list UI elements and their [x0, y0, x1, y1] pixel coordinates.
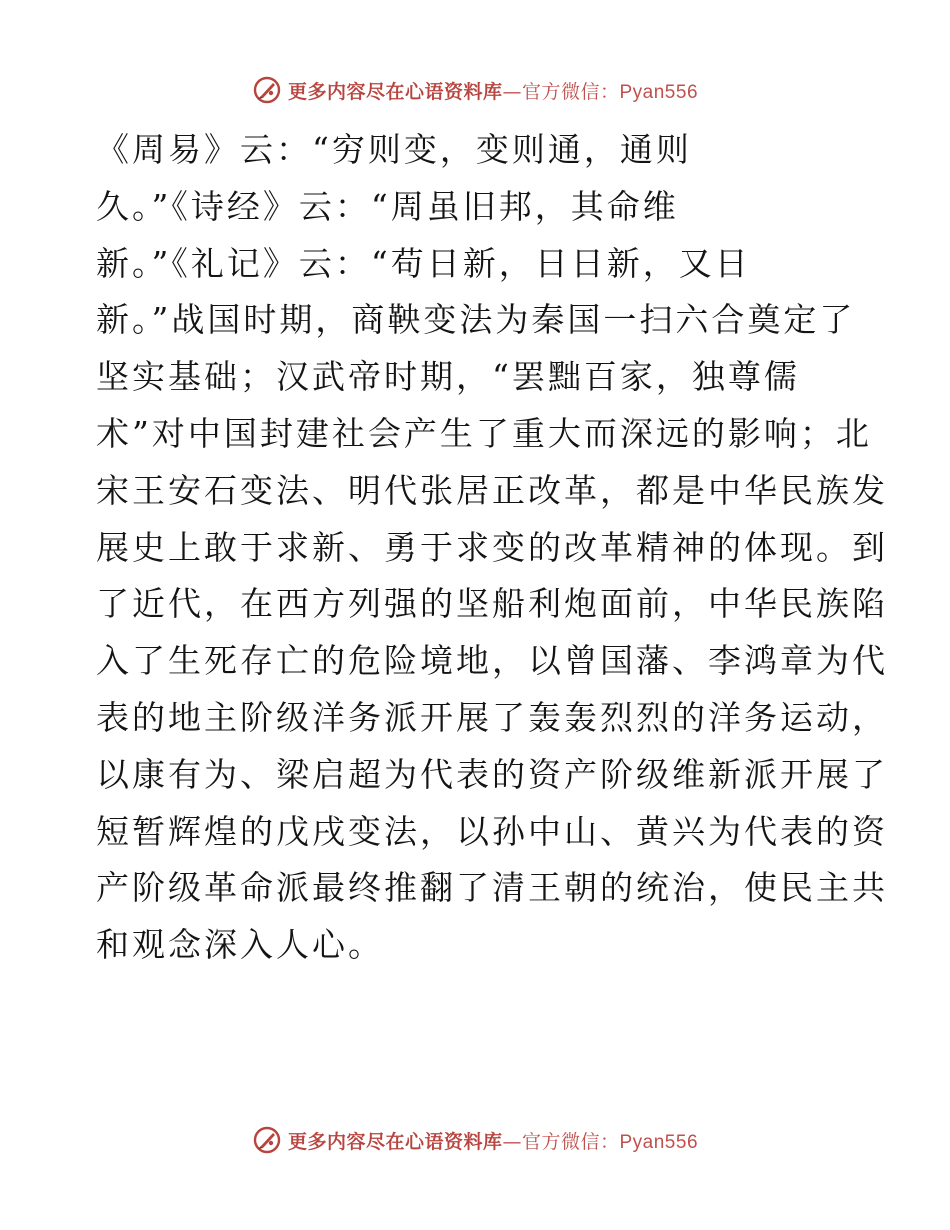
- footer-dash: —: [502, 1130, 522, 1153]
- footer-wechat-handle: Pyan556: [619, 1131, 699, 1153]
- paragraph-line: 久。”《诗经》云：“周虽旧邦，其命维: [96, 186, 679, 226]
- paragraph-line: 和观念深入人心。: [96, 925, 384, 965]
- paragraph-line: 宋王安石变法、明代张居正改革，都是中华民族发: [96, 470, 888, 510]
- header-banner: [0, 70, 950, 110]
- header-wechat-handle: Pyan556: [619, 81, 699, 103]
- paragraph-line: 入了生死存亡的危险境地，以曾国藩、李鸿章为代: [96, 641, 888, 681]
- paragraph-line: 新。”战国时期，商鞅变法为秦国一扫六合奠定了: [96, 300, 856, 340]
- paragraph-line: 产阶级革命派最终推翻了清王朝的统治，使民主共: [96, 868, 888, 908]
- paragraph-line: 短暂辉煌的戊戌变法，以孙中山、黄兴为代表的资: [96, 811, 888, 851]
- paragraph-line: 新。”《礼记》云：“苟日新，日日新，又日: [96, 243, 751, 283]
- footer-brand-text: 更多内容尽在心语资料库: [287, 1130, 503, 1153]
- paragraph-line: 坚实基础；汉武帝时期，“罢黜百家，独尊儒: [96, 357, 800, 397]
- quill-seal-icon: [252, 75, 282, 105]
- paragraph-line: 展史上敢于求新、勇于求变的改革精神的体现。到: [96, 527, 888, 567]
- quill-seal-icon: [252, 1125, 282, 1155]
- paragraph-line: 术”对中国封建社会产生了重大而深远的影响；北: [96, 413, 872, 453]
- paragraph-line: 《周易》云：“穷则变，变则通，通则: [96, 130, 692, 169]
- paragraph-line: 以康有为、梁启超为代表的资产阶级维新派开展了: [96, 754, 888, 794]
- footer-banner-text: [288, 1127, 698, 1154]
- header-dash: —: [502, 80, 522, 103]
- footer-banner: [0, 1120, 950, 1160]
- body-paragraph: [96, 122, 888, 974]
- header-banner-text: [288, 77, 698, 104]
- header-label: 官方微信：: [521, 80, 620, 103]
- footer-label: 官方微信：: [521, 1130, 620, 1153]
- header-brand-text: 更多内容尽在心语资料库: [287, 80, 503, 103]
- paragraph-line: 了近代，在西方列强的坚船利炮面前，中华民族陷: [96, 584, 888, 624]
- paragraph-line: 表的地主阶级洋务派开展了轰轰烈烈的洋务运动，: [96, 697, 888, 737]
